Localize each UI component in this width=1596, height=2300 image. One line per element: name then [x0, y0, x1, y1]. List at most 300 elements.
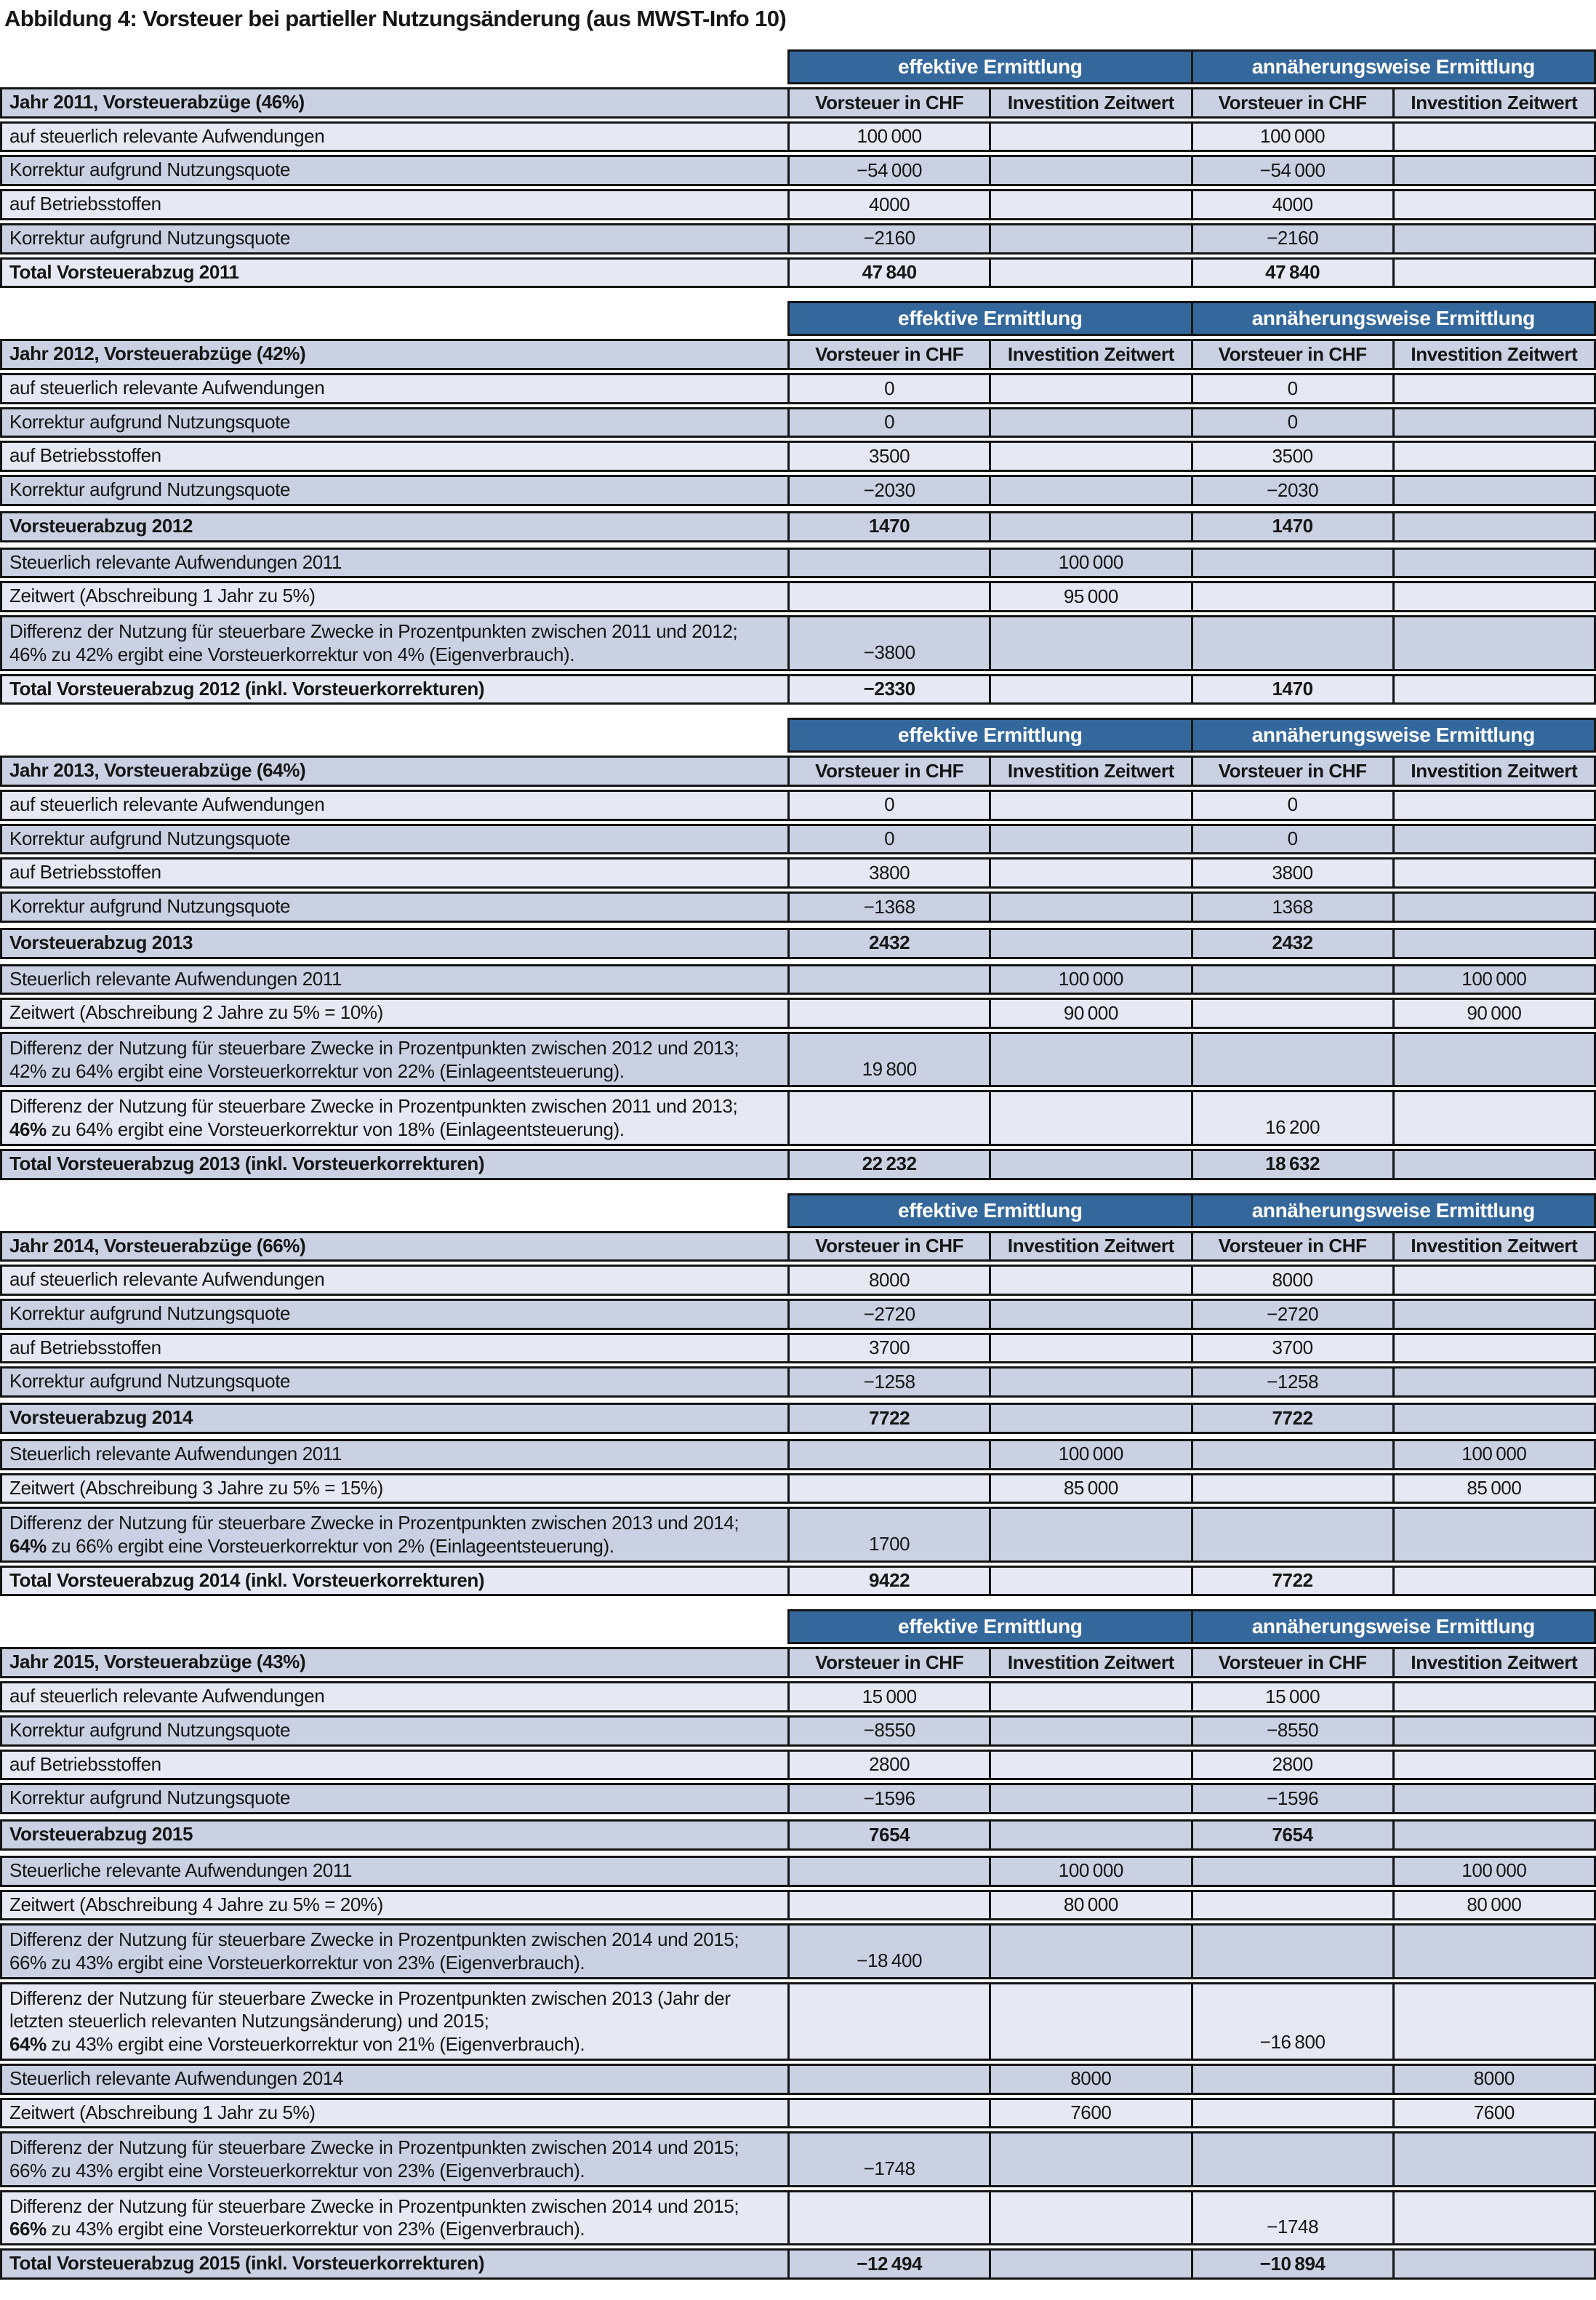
value-cell — [989, 676, 1190, 703]
row-label — [2, 124, 787, 151]
value-cell: 1470 — [1191, 513, 1392, 540]
band-header-row — [787, 1609, 1596, 1644]
table-row — [0, 441, 1596, 472]
value-cell: 0 — [1191, 409, 1392, 436]
row-label — [2, 2100, 787, 2127]
value-cell: 85 000 — [989, 1475, 1190, 1502]
value-cell: 15 000 — [787, 1683, 989, 1710]
value-cell: −2720 — [787, 1301, 989, 1328]
table-row — [0, 1856, 1596, 1887]
row-label-text: Steuerlich relevante Aufwendungen 2011 — [9, 967, 342, 990]
row-label — [2, 1092, 787, 1143]
tables-container — [0, 49, 1596, 2280]
value-cell — [787, 2192, 989, 2243]
value-cell — [1392, 1822, 1594, 1848]
value-cell — [1392, 860, 1594, 886]
row-label-text: zu 64% ergibt eine Vorsteuerkorrektur von 18% (Einlageentsteuerung). — [46, 1118, 625, 1141]
total-row — [0, 257, 1596, 289]
subheader-row — [0, 1231, 1596, 1262]
value-cell — [989, 124, 1190, 151]
total-row — [0, 674, 1596, 705]
value-cell: 3800 — [787, 860, 989, 886]
value-cell — [989, 260, 1190, 287]
table-row — [0, 857, 1596, 889]
value-cell — [1392, 1267, 1594, 1294]
value-cell — [1392, 124, 1594, 151]
value-cell — [989, 1369, 1190, 1395]
row-label — [2, 2251, 787, 2277]
table-row — [0, 1923, 1596, 1979]
column-header-zeitwert: Investition Zeitwert — [1392, 1649, 1594, 1676]
value-cell — [1392, 1034, 1594, 1085]
row-label — [2, 1683, 787, 1710]
value-cell — [1191, 2133, 1392, 2184]
value-cell: 1470 — [1191, 676, 1392, 703]
value-cell — [1392, 1405, 1594, 1432]
total-row — [0, 1149, 1596, 1180]
row-label — [2, 513, 787, 540]
row-label — [2, 583, 787, 610]
row-label — [2, 617, 787, 668]
row-label — [2, 2133, 787, 2184]
value-cell — [1191, 1441, 1392, 1468]
value-cell: 100 000 — [1392, 1858, 1594, 1885]
row-label — [2, 191, 787, 218]
table-row — [0, 2131, 1596, 2187]
row-label — [2, 1892, 787, 1919]
value-cell — [787, 1092, 989, 1143]
row-label-text: Korrektur aufgrund Nutzungsquote — [9, 226, 291, 249]
table-row — [0, 1439, 1596, 1470]
table-row — [0, 548, 1596, 579]
value-cell — [1392, 792, 1594, 819]
row-label-text: auf Betriebsstoffen — [9, 861, 161, 883]
value-cell: −1368 — [787, 894, 989, 921]
value-cell: 0 — [1191, 826, 1392, 853]
row-label — [2, 1752, 787, 1779]
value-cell — [1191, 583, 1392, 610]
table-row — [0, 121, 1596, 153]
row-label — [2, 1509, 787, 1560]
year-header: Jahr 2012, Vorsteuerabzüge (42%) — [9, 342, 306, 365]
value-cell — [787, 1984, 989, 2059]
value-cell: 3500 — [787, 443, 989, 470]
table-2013 — [0, 718, 1596, 1179]
table-row — [0, 824, 1596, 855]
table-row — [0, 1299, 1596, 1330]
row-label — [2, 1034, 787, 1085]
band-header-row — [787, 718, 1596, 753]
value-cell: −2030 — [1191, 477, 1392, 504]
value-cell: 85 000 — [1392, 1475, 1594, 1502]
band-effective-header: effektive Ermittlung — [898, 55, 1083, 78]
value-cell — [787, 2066, 989, 2093]
value-cell: 80 000 — [989, 1892, 1190, 1919]
table-row — [0, 223, 1596, 255]
value-cell: −8550 — [1191, 1718, 1392, 1744]
row-label-text: auf Betriebsstoffen — [9, 444, 161, 467]
row-label-text: Total Vorsteuerabzug 2014 (inkl. Vorsteuerkorrekturen) — [9, 1568, 485, 1591]
table-row — [0, 1715, 1596, 1747]
column-header-vorsteuer: Vorsteuer in CHF — [1191, 758, 1392, 785]
row-label-text: Zeitwert (Abschreibung 4 Jahre zu 5% = 20%) — [9, 1893, 383, 1915]
band-header-row — [787, 49, 1596, 84]
value-cell — [1191, 617, 1392, 668]
row-label — [2, 1718, 787, 1744]
value-cell — [989, 1034, 1190, 1085]
value-cell — [1392, 1151, 1594, 1178]
value-cell: −1258 — [1191, 1369, 1392, 1395]
row-label — [2, 1335, 787, 1362]
total-row — [0, 511, 1596, 542]
row-label — [2, 409, 787, 436]
row-label — [2, 375, 787, 402]
value-cell: −2160 — [1191, 225, 1392, 252]
year-header: Jahr 2011, Vorsteuerabzüge (46%) — [9, 91, 305, 113]
table-row — [0, 581, 1596, 612]
row-label — [2, 792, 787, 819]
row-label-text: Differenz der Nutzung für steuerbare Zwecke in Prozentpunkten zwischen 2014 und 2015; — [9, 2195, 745, 2217]
table-2014 — [0, 1193, 1596, 1597]
row-label-text: Differenz der Nutzung für steuerbare Zwecke in Prozentpunkten zwischen 2011 und 2013; — [9, 1095, 743, 1118]
value-cell: 100 000 — [989, 1858, 1190, 1885]
value-cell — [1392, 1369, 1594, 1395]
value-cell: 7654 — [787, 1822, 989, 1848]
value-cell: 100 000 — [989, 966, 1190, 993]
value-cell — [1392, 583, 1594, 610]
value-cell — [1392, 894, 1594, 921]
row-label-text: Steuerlich relevante Aufwendungen 2014 — [9, 2067, 343, 2089]
table-row — [0, 373, 1596, 404]
value-cell — [989, 1092, 1190, 1143]
table-row — [0, 1681, 1596, 1712]
column-header-vorsteuer: Vorsteuer in CHF — [1191, 1233, 1392, 1260]
row-label-text: Korrektur aufgrund Nutzungsquote — [9, 827, 291, 849]
value-cell — [1392, 260, 1594, 287]
value-cell: −1748 — [787, 2133, 989, 2184]
value-cell — [1191, 2066, 1392, 2093]
value-cell: 100 000 — [1191, 124, 1392, 151]
row-label — [2, 1369, 787, 1395]
value-cell — [989, 1822, 1190, 1848]
row-label-text: Vorsteuerabzug 2013 — [9, 931, 193, 953]
table-row — [0, 998, 1596, 1029]
value-cell — [989, 157, 1190, 184]
value-cell — [989, 617, 1190, 668]
value-cell — [1392, 1785, 1594, 1812]
value-cell: 1368 — [1191, 894, 1392, 921]
value-cell — [1191, 1858, 1392, 1885]
value-cell: 0 — [1191, 792, 1392, 819]
row-label-text: Korrektur aufgrund Nutzungsquote — [9, 1787, 291, 1809]
value-cell — [989, 1301, 1190, 1328]
value-cell — [1392, 191, 1594, 218]
value-cell: 100 000 — [1392, 966, 1594, 993]
total-row — [0, 2248, 1596, 2280]
value-cell — [1392, 1984, 1594, 2059]
value-cell — [989, 225, 1190, 252]
band-approx-header: annäherungsweise Ermittlung — [1191, 52, 1595, 82]
value-cell: 47 840 — [787, 260, 989, 287]
value-cell: −18 400 — [787, 1926, 989, 1976]
value-cell: 4000 — [787, 191, 989, 218]
table-row — [0, 790, 1596, 821]
value-cell — [989, 1785, 1190, 1812]
total-row — [0, 928, 1596, 959]
value-cell — [1392, 930, 1594, 957]
value-cell: 0 — [787, 826, 989, 853]
row-label — [2, 1475, 787, 1502]
row-label-text: auf steuerlich relevante Aufwendungen — [9, 1685, 325, 1707]
value-cell — [1392, 1092, 1594, 1143]
value-cell — [989, 513, 1190, 540]
row-label — [2, 1405, 787, 1432]
value-cell: 7654 — [1191, 1822, 1392, 1848]
row-label-text: Vorsteuerabzug 2014 — [9, 1406, 193, 1429]
value-cell: 47 840 — [1191, 260, 1392, 287]
table-row — [0, 615, 1596, 670]
column-header-zeitwert: Investition Zeitwert — [1392, 89, 1594, 116]
value-cell: 90 000 — [1392, 1000, 1594, 1027]
column-header-zeitwert: Investition Zeitwert — [1392, 1233, 1594, 1260]
table-2015 — [0, 1609, 1596, 2279]
row-label-text: Korrektur aufgrund Nutzungsquote — [9, 1718, 291, 1741]
row-label-text: Differenz der Nutzung für steuerbare Zwecke in Prozentpunkten zwischen 2014 und 2015; 66% zu 43% ergibt eine Vorsteuerkorrektur von 23% (Eigenverbrauch). — [9, 1928, 745, 1974]
value-cell — [989, 1151, 1190, 1178]
value-cell — [1392, 409, 1594, 436]
row-label — [2, 1785, 787, 1812]
row-label — [2, 1267, 787, 1294]
band-approx-header: annäherungsweise Ermittlung — [1191, 1195, 1595, 1226]
column-header-vorsteuer: Vorsteuer in CHF — [787, 341, 989, 368]
value-cell — [989, 409, 1190, 436]
value-cell — [1392, 617, 1594, 668]
band-header-row — [787, 301, 1596, 336]
row-label-text: Differenz der Nutzung für steuerbare Zwecke in Prozentpunkten zwischen 2013 und 2014; — [9, 1512, 745, 1534]
value-cell — [989, 1568, 1190, 1595]
value-cell — [1392, 2133, 1594, 2184]
value-cell: 0 — [1191, 375, 1392, 402]
value-cell: 19 800 — [787, 1034, 989, 1085]
row-label-text: Vorsteuerabzug 2012 — [9, 514, 193, 537]
row-label-text: Korrektur aufgrund Nutzungsquote — [9, 1370, 291, 1393]
value-cell: 0 — [787, 792, 989, 819]
row-label — [2, 676, 787, 703]
row-label-bold-segment: 66% — [9, 2218, 47, 2240]
value-cell: 1470 — [787, 513, 989, 540]
table-row — [0, 2064, 1596, 2095]
year-header: Jahr 2013, Vorsteuerabzüge (64%) — [9, 759, 306, 782]
table-row — [0, 1783, 1596, 1814]
row-label-text: Differenz der Nutzung für steuerbare Zwecke in Prozentpunkten zwischen 2013 (Jahr der letzten steuerlich relevanten Nutzungsänderung) und 2015; — [9, 1987, 736, 2032]
band-approx-header: annäherungsweise Ermittlung — [1191, 1611, 1595, 1642]
value-cell: 18 632 — [1191, 1151, 1392, 1178]
value-cell — [1392, 1568, 1594, 1595]
value-cell: 2800 — [1191, 1752, 1392, 1779]
row-label-text: zu 43% ergibt eine Vorsteuerkorrektur von 23% (Eigenverbrauch). — [46, 2218, 585, 2240]
value-cell — [989, 1335, 1190, 1362]
value-cell — [787, 1000, 989, 1027]
table-row — [0, 1890, 1596, 1921]
row-label-text: Vorsteuerabzug 2015 — [9, 1823, 193, 1846]
value-cell — [989, 1926, 1190, 1976]
subheader-row — [0, 339, 1596, 370]
value-cell: 100 000 — [989, 1441, 1190, 1468]
row-label — [2, 1822, 787, 1848]
value-cell — [989, 1267, 1190, 1294]
row-label — [2, 966, 787, 993]
value-cell: 8000 — [1191, 1267, 1392, 1294]
row-label-text: zu 66% ergibt eine Vorsteuerkorrektur von 2% (Einlageentsteuerung). — [46, 1535, 614, 1558]
row-label — [2, 1301, 787, 1328]
row-label-text: Differenz der Nutzung für steuerbare Zwecke in Prozentpunkten zwischen 2011 und 2012; 46% zu 42% ergibt eine Vorsteuerkorrektur von 4% (Eigenverbrauch). — [9, 620, 743, 665]
value-cell: −1748 — [1191, 2192, 1392, 2243]
value-cell — [1392, 1683, 1594, 1710]
value-cell — [1392, 2251, 1594, 2277]
value-cell — [1191, 2100, 1392, 2127]
column-header-zeitwert: Investition Zeitwert — [1392, 341, 1594, 368]
column-header-vorsteuer: Vorsteuer in CHF — [1191, 1649, 1392, 1676]
row-label — [2, 443, 787, 470]
row-label-text: Korrektur aufgrund Nutzungsquote — [9, 410, 291, 433]
row-label-text: auf Betriebsstoffen — [9, 1752, 161, 1775]
value-cell — [989, 1984, 1190, 2059]
table-row — [0, 2098, 1596, 2129]
value-cell: 8000 — [1392, 2066, 1594, 2093]
value-cell — [1392, 157, 1594, 184]
column-header-zeitwert: Investition Zeitwert — [989, 758, 1190, 785]
value-cell: −54 000 — [787, 157, 989, 184]
column-header-zeitwert: Investition Zeitwert — [989, 89, 1190, 116]
value-cell: −2030 — [787, 477, 989, 504]
value-cell: 16 200 — [1191, 1092, 1392, 1143]
value-cell: −8550 — [787, 1718, 989, 1744]
band-header-row — [787, 1193, 1596, 1228]
value-cell — [1392, 1301, 1594, 1328]
value-cell — [989, 2251, 1190, 2277]
value-cell: −2160 — [787, 225, 989, 252]
value-cell: 7600 — [1392, 2100, 1594, 2127]
row-label-text: Total Vorsteuerabzug 2015 (inkl. Vorsteuerkorrekturen) — [9, 2252, 485, 2275]
value-cell: −3800 — [787, 617, 989, 668]
row-label — [2, 1151, 787, 1178]
value-cell: 0 — [787, 409, 989, 436]
row-label-text: Steuerlich relevante Aufwendungen 2011 — [9, 550, 342, 573]
row-label — [2, 930, 787, 957]
row-label — [2, 1984, 787, 2059]
value-cell — [1191, 1000, 1392, 1027]
value-cell — [1392, 1752, 1594, 1779]
band-effective-header: effektive Ermittlung — [898, 1615, 1083, 1638]
row-label — [2, 260, 787, 287]
total-row — [0, 1403, 1596, 1434]
band-approx-header: annäherungsweise Ermittlung — [1191, 303, 1595, 334]
row-label — [2, 550, 787, 577]
row-label — [2, 826, 787, 853]
row-label — [2, 477, 787, 504]
value-cell — [989, 375, 1190, 402]
year-header: Jahr 2015, Vorsteuerabzüge (43%) — [9, 1651, 306, 1673]
value-cell — [989, 1683, 1190, 1710]
value-cell — [787, 583, 989, 610]
row-label-text: auf Betriebsstoffen — [9, 193, 161, 215]
table-row — [0, 1032, 1596, 1087]
value-cell — [989, 2133, 1190, 2184]
row-label — [2, 225, 787, 252]
band-effective-header: effektive Ermittlung — [898, 724, 1083, 747]
row-label-text: Zeitwert (Abschreibung 1 Jahr zu 5%) — [9, 585, 316, 607]
table-row — [0, 2190, 1596, 2245]
table-row — [0, 1333, 1596, 1364]
value-cell — [1392, 1335, 1594, 1362]
value-cell — [1191, 1509, 1392, 1560]
row-label-text: auf steuerlich relevante Aufwendungen — [9, 793, 325, 815]
value-cell: 3500 — [1191, 443, 1392, 470]
row-label — [2, 1441, 787, 1468]
total-row — [0, 1566, 1596, 1597]
value-cell — [989, 792, 1190, 819]
row-label-text: Total Vorsteuerabzug 2011 — [9, 260, 239, 283]
row-label — [2, 1858, 787, 1885]
column-header-vorsteuer: Vorsteuer in CHF — [1191, 341, 1392, 368]
table-row — [0, 189, 1596, 220]
table-row — [0, 1507, 1596, 1562]
value-cell — [1392, 2192, 1594, 2243]
value-cell — [1392, 550, 1594, 577]
row-label — [2, 157, 787, 184]
value-cell: 8000 — [787, 1267, 989, 1294]
value-cell: −16 800 — [1191, 1984, 1392, 2059]
table-row — [0, 407, 1596, 438]
value-cell: 7722 — [1191, 1405, 1392, 1432]
column-header-zeitwert: Investition Zeitwert — [1392, 758, 1594, 785]
row-label-text: Korrektur aufgrund Nutzungsquote — [9, 478, 291, 501]
row-label-text: Korrektur aufgrund Nutzungsquote — [9, 895, 291, 918]
value-cell: −1596 — [787, 1785, 989, 1812]
value-cell: 80 000 — [1392, 1892, 1594, 1919]
value-cell: 95 000 — [989, 583, 1190, 610]
value-cell: 3700 — [1191, 1335, 1392, 1362]
value-cell — [1392, 1926, 1594, 1976]
value-cell — [989, 1718, 1190, 1744]
value-cell: 90 000 — [989, 1000, 1190, 1027]
column-header-vorsteuer: Vorsteuer in CHF — [787, 1233, 989, 1260]
value-cell — [1392, 225, 1594, 252]
value-cell: 100 000 — [1392, 1441, 1594, 1468]
figure-title: Abbildung 4: Vorsteuer bei partieller Nutzungsänderung (aus MWST-Info 10) — [4, 6, 787, 31]
row-label — [2, 860, 787, 886]
table-2012 — [0, 301, 1596, 705]
value-cell: 8000 — [989, 2066, 1190, 2093]
value-cell — [989, 2192, 1190, 2243]
value-cell: 7600 — [989, 2100, 1190, 2127]
value-cell: −1596 — [1191, 1785, 1392, 1812]
row-label-text: Steuerliche relevante Aufwendungen 2011 — [9, 1859, 353, 1881]
value-cell — [1392, 477, 1594, 504]
value-cell: 100 000 — [787, 124, 989, 151]
value-cell — [787, 1858, 989, 1885]
table-row — [0, 1750, 1596, 1781]
column-header-zeitwert: Investition Zeitwert — [989, 1649, 1190, 1676]
value-cell — [787, 966, 989, 993]
table-row — [0, 1265, 1596, 1296]
value-cell: 15 000 — [1191, 1683, 1392, 1710]
subheader-row — [0, 756, 1596, 787]
row-label-text: auf steuerlich relevante Aufwendungen — [9, 124, 325, 147]
value-cell — [989, 826, 1190, 853]
value-cell: −12 494 — [787, 2251, 989, 2277]
row-label-bold-segment: 64% — [9, 2033, 47, 2056]
